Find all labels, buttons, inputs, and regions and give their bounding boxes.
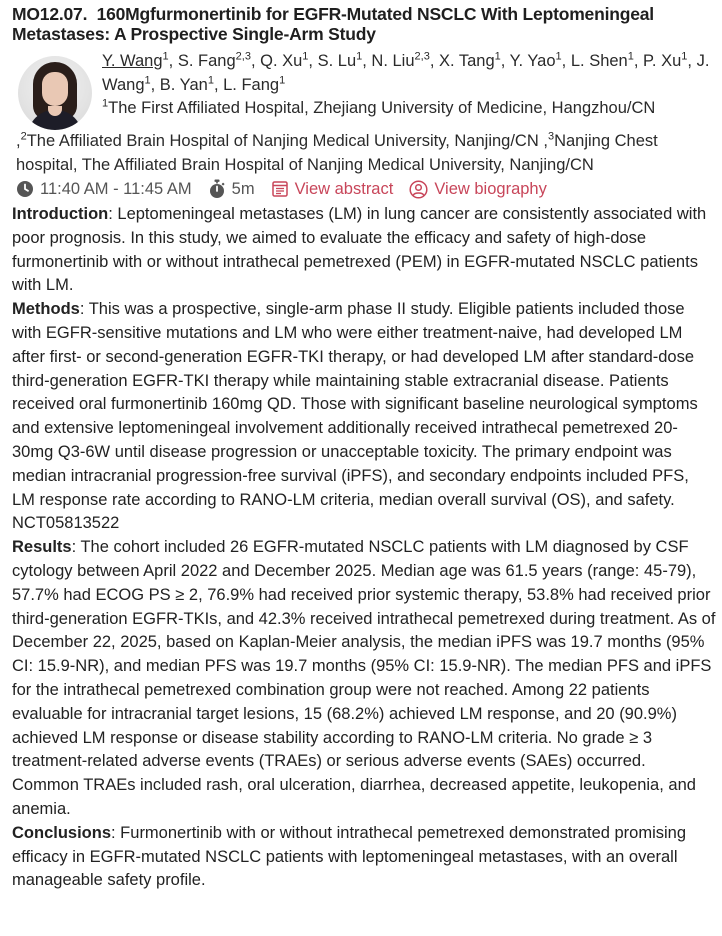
- session-meta: [16, 177, 716, 201]
- author-affil-sup: 1: [356, 50, 363, 63]
- author-name: S. Lu: [317, 52, 357, 70]
- document-icon: [271, 180, 289, 198]
- author-affil-sup: 1: [279, 74, 286, 86]
- section-label: Conclusions: [12, 823, 112, 842]
- view-biography-link[interactable]: [409, 177, 547, 201]
- author-name: P. Xu: [643, 52, 682, 70]
- session-title-text: 160Mgfurmonertinib for EGFR-Mutated NSCLC With Leptomeningeal Metastases: A Prospective Single-Arm Study: [12, 4, 654, 44]
- author-name: J. Wang: [102, 52, 710, 94]
- author-affil-sup: 1: [494, 50, 501, 63]
- user-circle-icon: [409, 180, 428, 199]
- section-text: : Furmonertinib with or without intrathecal pemetrexed demonstrated promising efficacy in EGFR-mutated NSCLC patients with leptomeningeal metastases, with an overall manageable safety profile.: [12, 823, 687, 890]
- section-text: : The cohort included 26 EGFR-mutated NSCLC patients with LM diagnosed by CSF cytology between April 2022 and December 2025. Median age was 61.5 years (range: 45-79), 57.7% had ECOG PS ≥ 2, 76.9% had received prior systemic therapy, 53.8% had received prior third-generation EGFR-TKIs, and 42.3% received intrathecal pemetrexed during treatment. As of December 22, 2025, based on Kaplan-Meier analysis, the median iPFS was 19.7 months (95% CI: 15.9-NR), and median PFS was 19.7 months (95% CI: 15.9-NR). The median PFS and iPFS for the intrathecal pemetrexed combination group were not reached. Among 22 patients evaluable for intracranial target lesions, 15 (68.2%) achieved LM response, and 20 (90.9%) achieved LM response or disease stability according to RANO-LM criteria. No grade ≥ 3 treatment-related adverse events (TRAEs) or serious adverse events (SAEs) occurred. Common TRAEs included rash, oral ulceration, diarrhea, decreased appetite, leukopenia, and anemia.: [12, 538, 716, 818]
- time-range: 11:40 AM - 11:45 AM: [40, 180, 192, 198]
- view-abstract-label[interactable]: View abstract: [294, 180, 394, 198]
- section-text: : This was a prospective, single-arm phase II study. Eligible patients included those with EGFR-sensitive mutations and LM who were either treatment-naive, had developed LM after first- or second-generation EGFR-TKI therapy, or had developed LM after standard-dose third-generation EGFR-TKI therapy while maintaining stable extracranial disease. Patients received oral furmonertinib 160mg QD. Those with significant baseline neurological symptoms and extensive leptomeningeal involvement additionally received intrathecal pemetrexed 20-30mg Q3-6W until disease progression or unacceptable toxicity. The primary endpoint was median intracranial progression-free survival (iPFS), and secondary endpoints included PFS, LM response rate according to RANO-LM criteria, median overall survival (OS), and safety. NCT05813522: [12, 300, 698, 533]
- section-label: Results: [12, 538, 72, 557]
- time-slot: [16, 177, 192, 201]
- session-code: MO12.07.: [12, 4, 88, 24]
- section-label: Methods: [12, 300, 80, 319]
- author-name: L. Shen: [570, 52, 628, 70]
- author-name: X. Tang: [439, 52, 495, 70]
- author-name: Q. Xu: [260, 52, 303, 70]
- abstract-body: [12, 203, 716, 893]
- author-name: Y. Yao: [509, 52, 556, 70]
- view-abstract-link[interactable]: [271, 177, 394, 201]
- duration-text: 5m: [231, 180, 255, 198]
- conclusions-section: [12, 822, 716, 893]
- author-affil-sup: 1: [302, 50, 309, 63]
- view-biography-label[interactable]: View biography: [434, 180, 547, 198]
- presenter-header: [12, 50, 716, 130]
- author-affil-sup: 2,3: [414, 50, 430, 63]
- duration: [208, 177, 255, 201]
- session-title: [12, 4, 716, 44]
- section-text: : Leptomeningeal metastases (LM) in lung cancer are consistently associated with poor prognosis. In this study, we aimed to evaluate the efficacy and safety of high-dose furmonertinib with or without intrathecal pemetrexed (PEM) in EGFR-mutated NSCLC patients with LM.: [12, 205, 707, 295]
- author-affil-sup: 1: [207, 74, 214, 86]
- affiliation-text: Nanjing Chest hospital, The Affiliated Brain Hospital of Nanjing Medical University, Nanjing/CN: [16, 132, 658, 174]
- author-list: Y. Wang$^1$, S. Fang$^{2,3}$, Q. Xu$^1$, S. Lu$^1$, N. Liu$^{2,3}$, X. Tang$^1$, Y. Yao$^1$, L. Shen$^1$, P. Xu$^1$, J. Wang$^1$, B. Yan$^1$, L. Fang$^1$ $^1$The First Affiliated Hospital, Zhejiang University of Medicine, Hangzhou/CN: [102, 50, 710, 117]
- affiliation-text: The Affiliated Brain Hospital of Nanjing Medical University, Nanjing/CN: [26, 132, 539, 150]
- author-name: S. Fang: [177, 52, 236, 70]
- author-affil-sup: 1: [555, 50, 562, 63]
- affiliation-sup: 3: [547, 130, 555, 143]
- introduction-section: [12, 203, 716, 298]
- clock-icon: [16, 180, 34, 198]
- avatar[interactable]: [18, 56, 92, 130]
- stopwatch-icon: [208, 179, 226, 199]
- affiliation-text: The First Affiliated Hospital, Zhejiang University of Medicine, Hangzhou/CN: [108, 99, 656, 117]
- affiliation-list: ,$^2$The Affiliated Brain Hospital of Nanjing Medical University, Nanjing/CN ,$^3$Nanjing Chest hospital, The Affiliated Brain Hospital of Nanjing Medical University, Nanjing/CN: [16, 130, 658, 174]
- author-affil-sup: 1: [162, 50, 169, 63]
- results-section: [12, 536, 716, 822]
- methods-section: [12, 298, 716, 536]
- section-label: Introduction: [12, 205, 109, 223]
- author-name: N. Liu: [371, 52, 415, 70]
- author-name: Y. Wang: [102, 52, 163, 70]
- author-affil-sup: 1: [681, 50, 688, 63]
- affiliation-sup: 1: [102, 97, 109, 110]
- author-affil-sup: 1: [627, 50, 634, 63]
- author-name: L. Fang: [223, 75, 280, 94]
- affiliation-sup: 2: [20, 130, 27, 143]
- author-name: B. Yan: [159, 75, 208, 94]
- author-affil-sup: 2,3: [235, 50, 251, 63]
- author-affil-sup: 1: [144, 74, 151, 86]
